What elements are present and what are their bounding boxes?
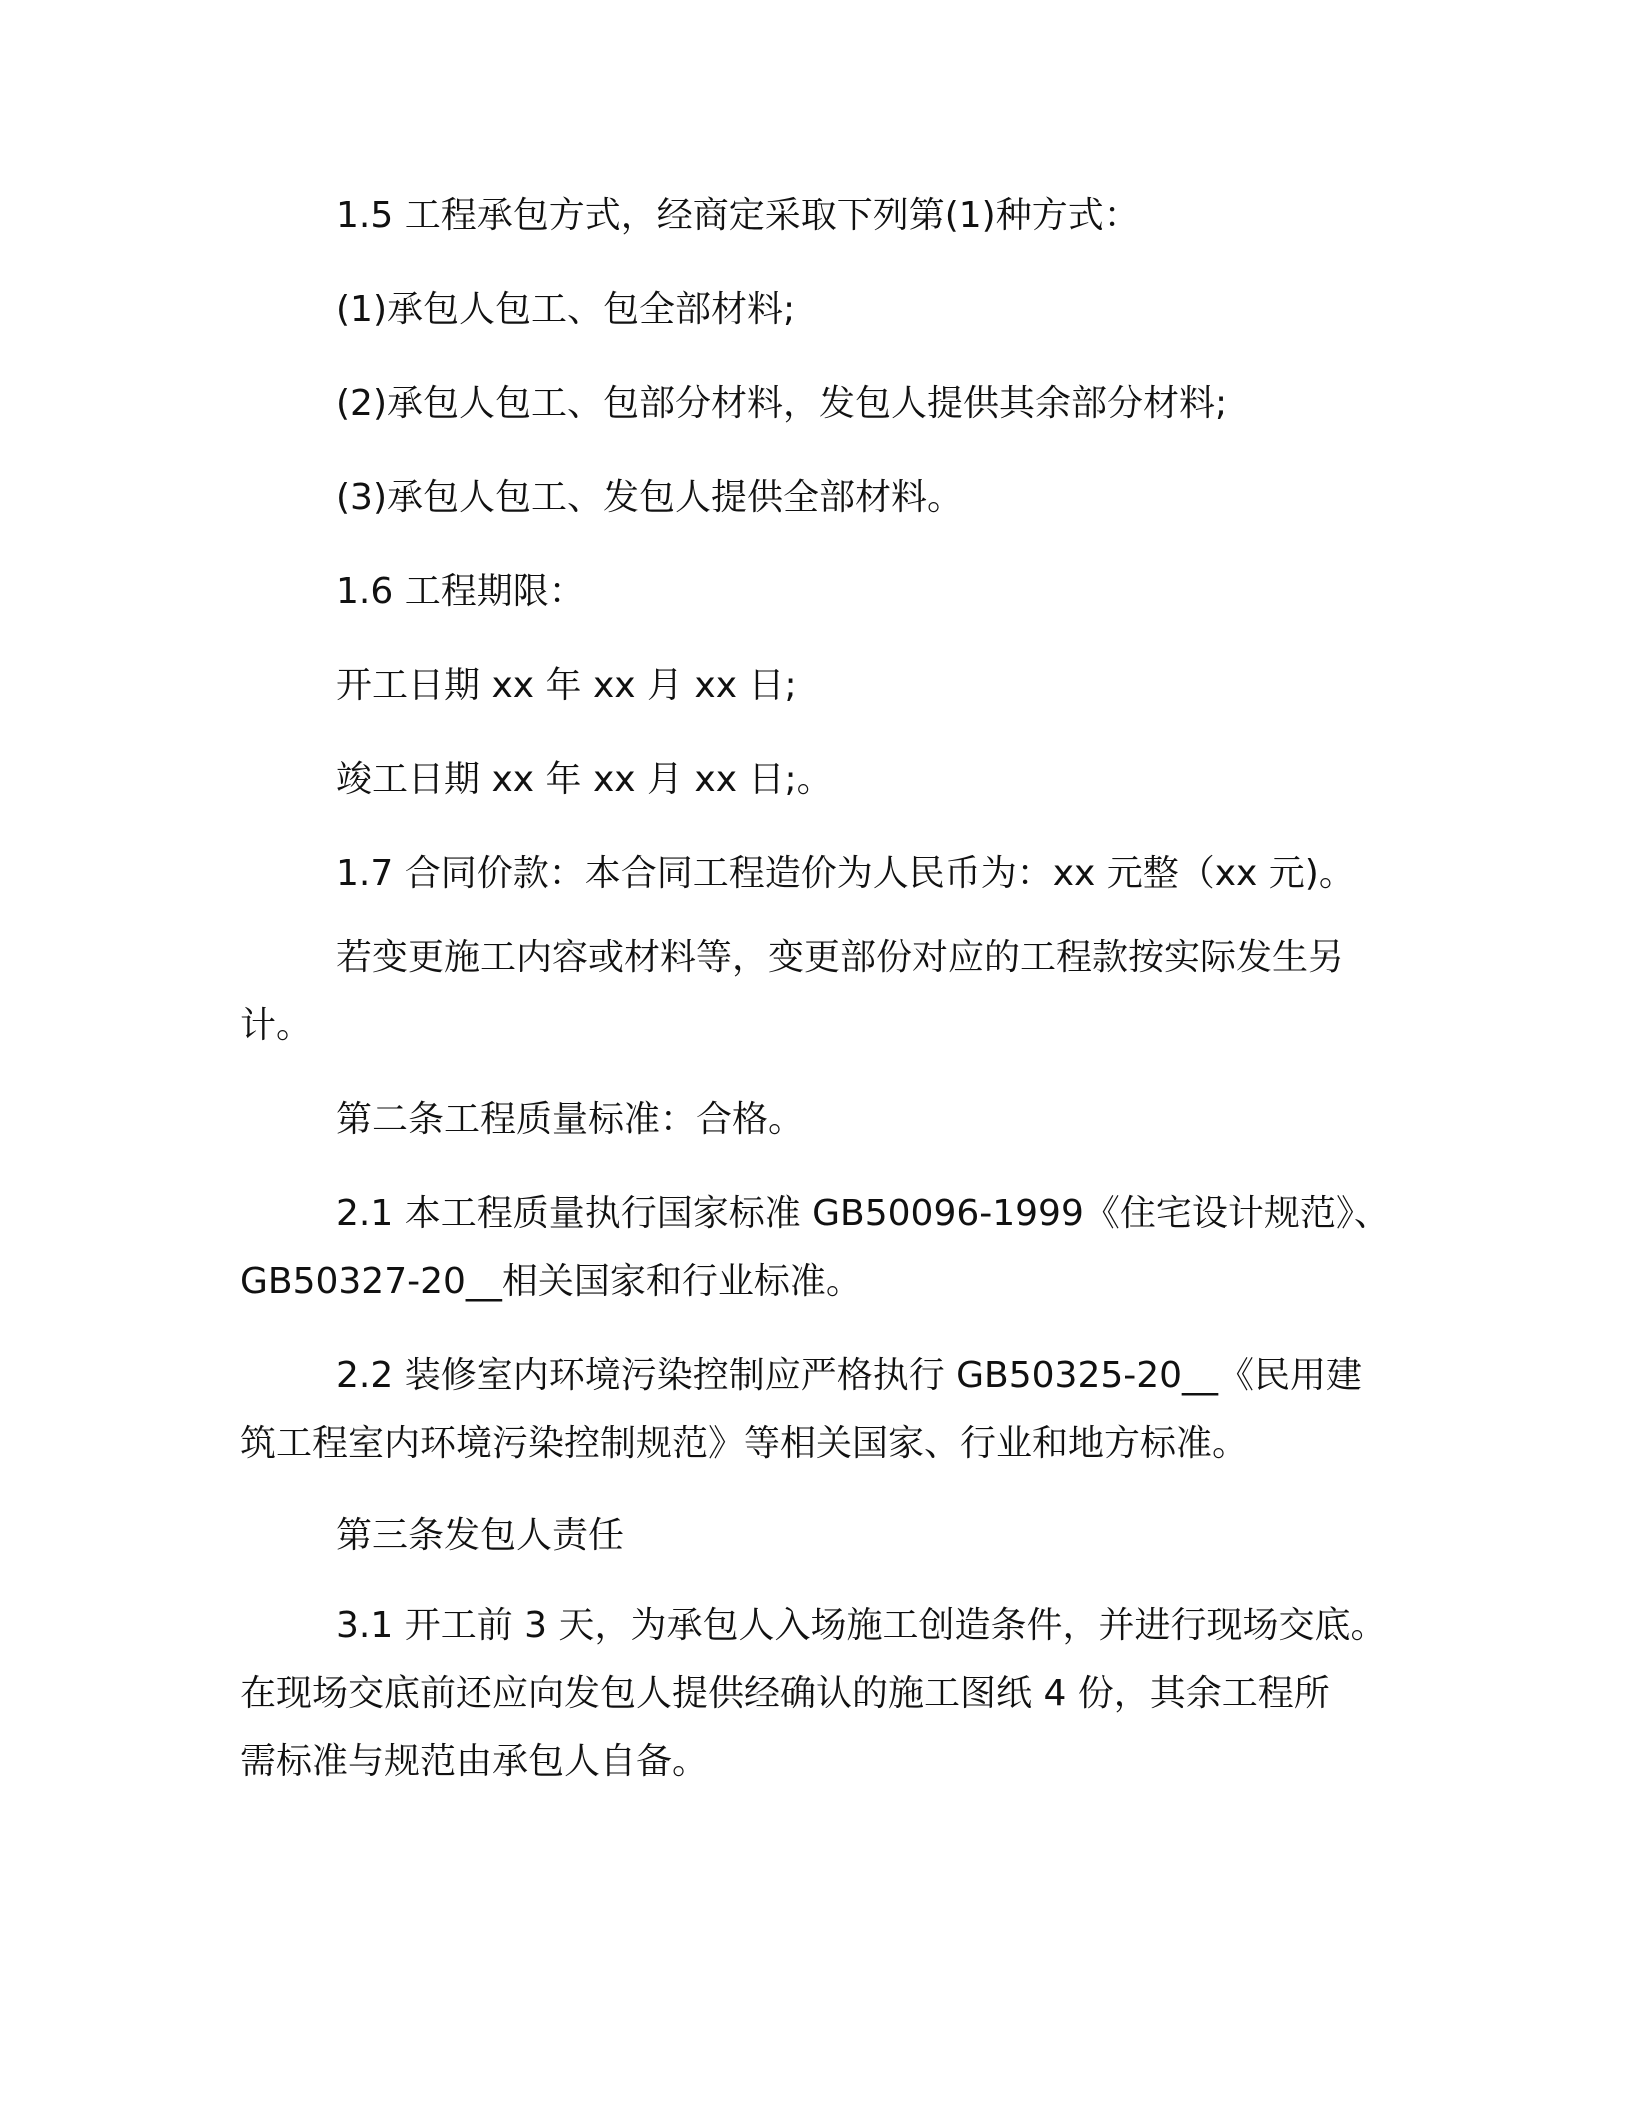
text-line: 1.7 合同价款：本合同工程造价为人民币为：xx 元整（xx 元)。 — [336, 853, 1355, 894]
article-2-heading — [240, 1086, 1390, 1154]
text-line: 2.1 本工程质量执行国家标准 GB50096-1999《住宅设计规范》、 — [336, 1193, 1390, 1234]
text-line: (2)承包人包工、包部分材料，发包人提供其余部分材料; — [336, 383, 1228, 424]
text-line: 第三条发包人责任 — [336, 1515, 625, 1556]
clause-1-7 — [240, 840, 1390, 908]
text-line: (3)承包人包工、发包人提供全部材料。 — [336, 477, 963, 518]
text-line: 筑工程室内环境污染控制规范》等相关国家、行业和地方标准。 — [240, 1423, 1249, 1464]
start-date — [240, 652, 1390, 720]
change-note — [240, 924, 1390, 1060]
text-line: 在现场交底前还应向发包人提供经确认的施工图纸 4 份，其余工程所 — [240, 1673, 1330, 1714]
text-line: 1.6 工程期限： — [336, 571, 585, 612]
article-3-heading — [240, 1502, 1390, 1570]
text-line: GB50327-20__相关国家和行业标准。 — [240, 1261, 862, 1302]
option-3 — [240, 464, 1390, 532]
text-line: 2.2 装修室内环境污染控制应严格执行 GB50325-20__《民用建 — [336, 1355, 1363, 1396]
option-2 — [240, 370, 1390, 438]
text-line: 开工日期 xx 年 xx 月 xx 日; — [336, 665, 797, 706]
text-line: (1)承包人包工、包全部材料; — [336, 289, 796, 330]
clause-3-1 — [240, 1592, 1390, 1796]
text-line: 若变更施工内容或材料等，变更部份对应的工程款按实际发生另 — [336, 937, 1345, 978]
text-line: 竣工日期 xx 年 xx 月 xx 日;。 — [336, 759, 833, 800]
clause-1-5 — [240, 182, 1390, 250]
clause-2-2 — [240, 1342, 1390, 1478]
text-line: 第二条工程质量标准：合格。 — [336, 1099, 805, 1140]
text-line: 计。 — [240, 1005, 313, 1046]
completion-date — [240, 746, 1390, 814]
text-line: 3.1 开工前 3 天，为承包人入场施工创造条件，并进行现场交底。 — [336, 1605, 1387, 1646]
text-line: 1.5 工程承包方式，经商定采取下列第(1)种方式： — [336, 195, 1140, 236]
text-line: 需标准与规范由承包人自备。 — [240, 1741, 709, 1782]
clause-1-6 — [240, 558, 1390, 626]
option-1 — [240, 276, 1390, 344]
clause-2-1 — [240, 1180, 1390, 1316]
